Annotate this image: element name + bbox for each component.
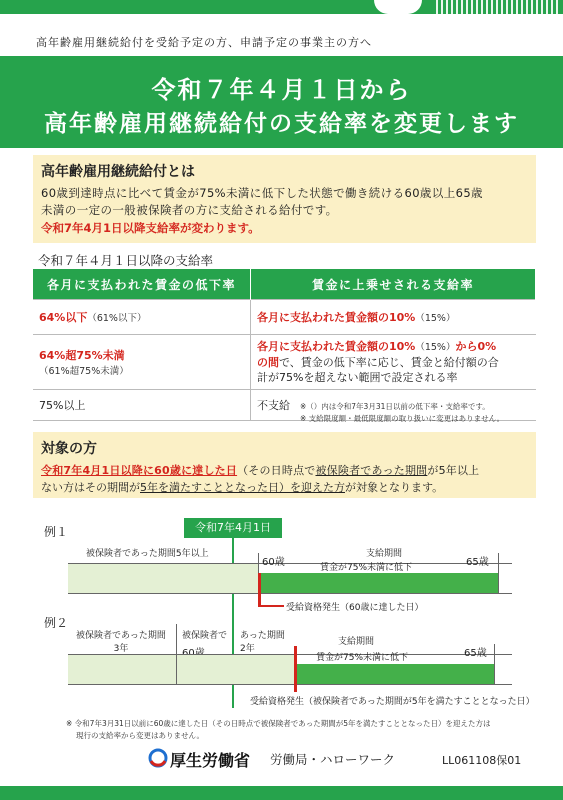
ex1-pay-period: 支給期間 — [366, 549, 403, 559]
agency-name: 労働局・ハローワーク — [270, 752, 396, 767]
example1-label: 例１ — [44, 525, 69, 539]
ex2-wage-drop: 賃金が75%未満に低下 — [316, 653, 409, 663]
ex1-event: 受給資格発生（60歳に達した日） — [286, 603, 424, 613]
ex1-age65: 65歳 — [466, 557, 489, 568]
title-line2: 高年齢雇用継続給付の支給率を変更します — [44, 111, 519, 137]
target-body-line2: ない方はその期間が5年を満たすこととなった日）を迎えた方が対象となります。 — [41, 481, 444, 494]
ex1-age60: 60歳 — [262, 557, 285, 568]
rate-cell: 各月に支払われた賃金額の10%（15%）から0% の間で、賃金の低下率に応じ、賃金と給付額の合 計が75%を超えない範囲で設定される率 — [251, 335, 536, 390]
ex1-insured-period-bar — [68, 563, 258, 593]
col-header-drop-rate: 各月に支払われた賃金の低下率 — [33, 269, 251, 300]
col-header-payment-rate: 賃金に上乗せされる支給率 — [251, 269, 536, 300]
target-box — [33, 432, 536, 498]
ex2-age65-tick — [494, 644, 495, 684]
ministry-name: 厚生労働省 — [170, 751, 251, 770]
about-line2: 未満の一定の一般被保険者の方に支給される給付です。 — [41, 203, 338, 217]
bottom-green-bar — [0, 786, 563, 800]
timeline-footnote: ※ 令和7年3月31日以前に60歳に達した日（その日時点で被保険者であった期間が5年を満たすこととなった日）を迎えた方は 現行の支給率から変更はありません。 — [66, 719, 491, 740]
rates-title: 令和７年４月１日以降の支給率 — [38, 253, 214, 268]
ex1-payment-period-bar — [258, 573, 498, 593]
range-cell: 64%以下（61%以下） — [33, 300, 251, 335]
ex1-top-line — [68, 563, 512, 564]
ex2-event: 受給資格発生（被保険者であった期間が5年を満たすこととなった日） — [250, 697, 535, 707]
range-cell: 75%以上 — [33, 390, 251, 421]
ex2-payment-period-bar — [294, 664, 494, 684]
ex2-period-c: あった期間 2年 — [240, 631, 285, 654]
about-box — [33, 155, 536, 243]
ex2-period-b: 被保険者で — [182, 631, 228, 641]
ex2-pay-period: 支給期間 — [338, 637, 375, 647]
target-body-line1: 令和7年4月1日以降に60歳に達した日（その日時点で被保険者であった期間が5年以上 — [41, 464, 480, 477]
ministry-logo-icon — [148, 748, 168, 768]
decorative-stripes — [436, 0, 563, 14]
about-change-notice: 令和7年4月1日以降支給率が変わります。 — [41, 221, 260, 235]
target-heading: 対象の方 — [41, 441, 97, 457]
table-row — [33, 335, 536, 390]
ex1-period-label: 被保険者であった期間5年以上 — [86, 549, 209, 559]
title-line1: 令和７年４月１日から — [151, 76, 412, 104]
ex2-age65: 65歳 — [464, 648, 487, 659]
ex2-top-line — [68, 654, 512, 655]
range-cell: 64%超75%未満 （61%超75%未満） — [33, 335, 251, 390]
example2-label: 例２ — [44, 616, 69, 630]
document-code: LL061108保01 — [442, 754, 522, 767]
ex1-eligibility-pointer — [258, 605, 284, 607]
ex2-insured-period-bar — [68, 654, 294, 684]
audience-text: 高年齢雇用継続給付を受給予定の方、申請予定の事業主の方へ — [36, 36, 372, 49]
rate-cell: 不支給 — [251, 390, 536, 421]
ex1-bottom-line — [68, 593, 512, 594]
ex2-age60-tick — [176, 624, 177, 684]
title-banner — [0, 56, 563, 148]
rates-table — [33, 269, 536, 421]
top-notch — [374, 0, 422, 14]
rates-notes: ※（）内は令和7年3月31日以前の低下率・支給率です。 ※ 支給限度額・最低限度額の取り扱いに変更はありません。 — [300, 402, 505, 423]
table-row — [33, 300, 536, 335]
rate-cell: 各月に支払われた賃金額の10%（15%） — [251, 300, 536, 335]
ex1-eligibility-marker — [258, 573, 261, 605]
ex1-age65-tick — [498, 553, 499, 593]
about-heading: 高年齢雇用継続給付とは — [41, 164, 195, 180]
about-line1: 60歳到達時点に比べて賃金が75%未満に低下した状態で働き続ける60歳以上65歳 — [41, 186, 483, 200]
cutoff-date-label: 令和7年4月1日 — [184, 518, 282, 538]
ex1-wage-drop: 賃金が75%未満に低下 — [320, 563, 413, 573]
ex2-eligibility-marker — [294, 646, 297, 692]
ex2-bottom-line — [68, 684, 512, 685]
footer — [148, 746, 548, 776]
ex2-period-a: 被保険者であった期間 3年 — [76, 631, 166, 654]
